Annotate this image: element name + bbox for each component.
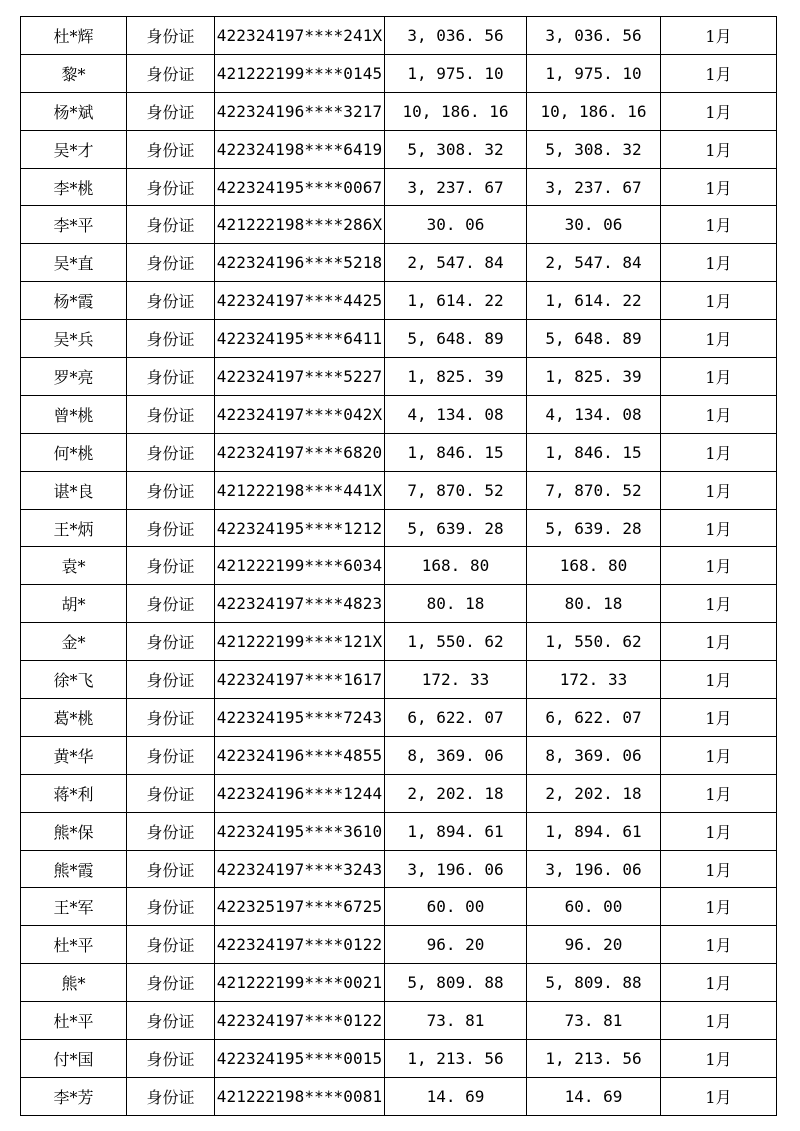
month-cell: 1月 (661, 358, 777, 396)
name-cell: 黎* (21, 54, 127, 92)
amount-cell: 10, 186. 16 (385, 92, 527, 130)
name-cell: 李*芳 (21, 1077, 127, 1115)
name-cell: 熊*霞 (21, 850, 127, 888)
month-cell: 1月 (661, 92, 777, 130)
amount-cell: 1, 825. 39 (385, 358, 527, 396)
table-row (21, 850, 777, 888)
month-cell: 1月 (661, 736, 777, 774)
id-type-cell: 身份证 (127, 1077, 215, 1115)
id-type-cell: 身份证 (127, 168, 215, 206)
amount-cell: 96. 20 (385, 926, 527, 964)
paid-amount-cell: 5, 308. 32 (527, 130, 661, 168)
id-type-cell: 身份证 (127, 130, 215, 168)
table-row (21, 433, 777, 471)
id-number-cell: 422324195****1212 (215, 509, 385, 547)
amount-cell: 6, 622. 07 (385, 699, 527, 737)
paid-amount-cell: 4, 134. 08 (527, 395, 661, 433)
name-cell: 袁* (21, 547, 127, 585)
name-cell: 付*国 (21, 1040, 127, 1078)
records-table (20, 16, 777, 1116)
month-cell: 1月 (661, 850, 777, 888)
id-number-cell: 421222198****286X (215, 206, 385, 244)
month-cell: 1月 (661, 244, 777, 282)
id-type-cell: 身份证 (127, 206, 215, 244)
id-type-cell: 身份证 (127, 661, 215, 699)
table-row (21, 130, 777, 168)
table-row (21, 395, 777, 433)
paid-amount-cell: 5, 648. 89 (527, 320, 661, 358)
table-row (21, 358, 777, 396)
amount-cell: 5, 648. 89 (385, 320, 527, 358)
id-number-cell: 421222199****0021 (215, 964, 385, 1002)
month-cell: 1月 (661, 509, 777, 547)
id-type-cell: 身份证 (127, 964, 215, 1002)
month-cell: 1月 (661, 282, 777, 320)
paid-amount-cell: 3, 036. 56 (527, 17, 661, 55)
table-row (21, 926, 777, 964)
id-number-cell: 422324196****1244 (215, 774, 385, 812)
name-cell: 李*平 (21, 206, 127, 244)
id-number-cell: 422324196****3217 (215, 92, 385, 130)
amount-cell: 1, 614. 22 (385, 282, 527, 320)
month-cell: 1月 (661, 54, 777, 92)
id-type-cell: 身份证 (127, 774, 215, 812)
amount-cell: 2, 202. 18 (385, 774, 527, 812)
id-number-cell: 422324197****6820 (215, 433, 385, 471)
table-row (21, 320, 777, 358)
month-cell: 1月 (661, 1040, 777, 1078)
table-row (21, 282, 777, 320)
month-cell: 1月 (661, 433, 777, 471)
amount-cell: 1, 894. 61 (385, 812, 527, 850)
id-type-cell: 身份证 (127, 282, 215, 320)
paid-amount-cell: 1, 846. 15 (527, 433, 661, 471)
name-cell: 徐*飞 (21, 661, 127, 699)
paid-amount-cell: 8, 369. 06 (527, 736, 661, 774)
id-type-cell: 身份证 (127, 54, 215, 92)
month-cell: 1月 (661, 547, 777, 585)
paid-amount-cell: 60. 00 (527, 888, 661, 926)
paid-amount-cell: 1, 213. 56 (527, 1040, 661, 1078)
name-cell: 熊* (21, 964, 127, 1002)
table-row (21, 585, 777, 623)
month-cell: 1月 (661, 395, 777, 433)
name-cell: 何*桃 (21, 433, 127, 471)
name-cell: 吴*兵 (21, 320, 127, 358)
id-type-cell: 身份证 (127, 585, 215, 623)
name-cell: 胡* (21, 585, 127, 623)
month-cell: 1月 (661, 1002, 777, 1040)
id-type-cell: 身份证 (127, 699, 215, 737)
name-cell: 吴*直 (21, 244, 127, 282)
table-row (21, 509, 777, 547)
table-row (21, 17, 777, 55)
table-row (21, 168, 777, 206)
table-row (21, 1077, 777, 1115)
paid-amount-cell: 10, 186. 16 (527, 92, 661, 130)
paid-amount-cell: 5, 809. 88 (527, 964, 661, 1002)
amount-cell: 1, 975. 10 (385, 54, 527, 92)
id-number-cell: 422324197****5227 (215, 358, 385, 396)
paid-amount-cell: 168. 80 (527, 547, 661, 585)
id-number-cell: 422324198****6419 (215, 130, 385, 168)
paid-amount-cell: 172. 33 (527, 661, 661, 699)
month-cell: 1月 (661, 168, 777, 206)
paid-amount-cell: 30. 06 (527, 206, 661, 244)
name-cell: 谌*良 (21, 471, 127, 509)
paid-amount-cell: 1, 614. 22 (527, 282, 661, 320)
month-cell: 1月 (661, 471, 777, 509)
amount-cell: 8, 369. 06 (385, 736, 527, 774)
id-type-cell: 身份证 (127, 92, 215, 130)
paid-amount-cell: 1, 550. 62 (527, 623, 661, 661)
table-row (21, 1040, 777, 1078)
id-type-cell: 身份证 (127, 850, 215, 888)
table-row (21, 92, 777, 130)
name-cell: 黄*华 (21, 736, 127, 774)
id-number-cell: 421222199****6034 (215, 547, 385, 585)
amount-cell: 30. 06 (385, 206, 527, 244)
id-type-cell: 身份证 (127, 471, 215, 509)
month-cell: 1月 (661, 623, 777, 661)
amount-cell: 1, 213. 56 (385, 1040, 527, 1078)
table-row (21, 661, 777, 699)
id-type-cell: 身份证 (127, 17, 215, 55)
table-row (21, 964, 777, 1002)
id-type-cell: 身份证 (127, 395, 215, 433)
id-type-cell: 身份证 (127, 926, 215, 964)
month-cell: 1月 (661, 699, 777, 737)
paid-amount-cell: 73. 81 (527, 1002, 661, 1040)
id-number-cell: 422324195****6411 (215, 320, 385, 358)
amount-cell: 168. 80 (385, 547, 527, 585)
paid-amount-cell: 1, 975. 10 (527, 54, 661, 92)
paid-amount-cell: 1, 894. 61 (527, 812, 661, 850)
amount-cell: 1, 550. 62 (385, 623, 527, 661)
id-type-cell: 身份证 (127, 509, 215, 547)
month-cell: 1月 (661, 130, 777, 168)
amount-cell: 3, 196. 06 (385, 850, 527, 888)
paid-amount-cell: 1, 825. 39 (527, 358, 661, 396)
table-row (21, 774, 777, 812)
name-cell: 熊*保 (21, 812, 127, 850)
month-cell: 1月 (661, 926, 777, 964)
id-number-cell: 421222198****441X (215, 471, 385, 509)
name-cell: 葛*桃 (21, 699, 127, 737)
table-row (21, 54, 777, 92)
paid-amount-cell: 14. 69 (527, 1077, 661, 1115)
month-cell: 1月 (661, 661, 777, 699)
table-row (21, 471, 777, 509)
records-table-body (21, 17, 777, 1116)
paid-amount-cell: 2, 202. 18 (527, 774, 661, 812)
id-number-cell: 422324195****0015 (215, 1040, 385, 1078)
name-cell: 金* (21, 623, 127, 661)
paid-amount-cell: 80. 18 (527, 585, 661, 623)
name-cell: 杜*平 (21, 1002, 127, 1040)
amount-cell: 14. 69 (385, 1077, 527, 1115)
id-type-cell: 身份证 (127, 358, 215, 396)
table-row (21, 623, 777, 661)
id-number-cell: 421222199****0145 (215, 54, 385, 92)
table-row (21, 206, 777, 244)
amount-cell: 5, 809. 88 (385, 964, 527, 1002)
name-cell: 杜*辉 (21, 17, 127, 55)
table-row (21, 1002, 777, 1040)
id-number-cell: 421222199****121X (215, 623, 385, 661)
name-cell: 王*军 (21, 888, 127, 926)
id-type-cell: 身份证 (127, 320, 215, 358)
month-cell: 1月 (661, 206, 777, 244)
paid-amount-cell: 5, 639. 28 (527, 509, 661, 547)
amount-cell: 3, 237. 67 (385, 168, 527, 206)
id-type-cell: 身份证 (127, 1002, 215, 1040)
month-cell: 1月 (661, 812, 777, 850)
id-number-cell: 422324195****0067 (215, 168, 385, 206)
id-number-cell: 422324196****5218 (215, 244, 385, 282)
amount-cell: 172. 33 (385, 661, 527, 699)
month-cell: 1月 (661, 320, 777, 358)
id-number-cell: 422324197****3243 (215, 850, 385, 888)
name-cell: 曾*桃 (21, 395, 127, 433)
paid-amount-cell: 96. 20 (527, 926, 661, 964)
id-number-cell: 422324196****4855 (215, 736, 385, 774)
table-row (21, 244, 777, 282)
id-type-cell: 身份证 (127, 433, 215, 471)
table-row (21, 699, 777, 737)
id-number-cell: 422324197****4425 (215, 282, 385, 320)
table-row (21, 736, 777, 774)
id-type-cell: 身份证 (127, 244, 215, 282)
id-type-cell: 身份证 (127, 888, 215, 926)
id-type-cell: 身份证 (127, 736, 215, 774)
amount-cell: 80. 18 (385, 585, 527, 623)
amount-cell: 1, 846. 15 (385, 433, 527, 471)
amount-cell: 60. 00 (385, 888, 527, 926)
amount-cell: 4, 134. 08 (385, 395, 527, 433)
table-row (21, 888, 777, 926)
id-number-cell: 422324197****042X (215, 395, 385, 433)
id-type-cell: 身份证 (127, 1040, 215, 1078)
amount-cell: 2, 547. 84 (385, 244, 527, 282)
id-type-cell: 身份证 (127, 547, 215, 585)
month-cell: 1月 (661, 1077, 777, 1115)
paid-amount-cell: 3, 237. 67 (527, 168, 661, 206)
id-number-cell: 422324195****3610 (215, 812, 385, 850)
paid-amount-cell: 2, 547. 84 (527, 244, 661, 282)
amount-cell: 7, 870. 52 (385, 471, 527, 509)
paid-amount-cell: 3, 196. 06 (527, 850, 661, 888)
id-type-cell: 身份证 (127, 812, 215, 850)
paid-amount-cell: 7, 870. 52 (527, 471, 661, 509)
name-cell: 杨*斌 (21, 92, 127, 130)
paid-amount-cell: 6, 622. 07 (527, 699, 661, 737)
amount-cell: 3, 036. 56 (385, 17, 527, 55)
month-cell: 1月 (661, 964, 777, 1002)
name-cell: 蒋*利 (21, 774, 127, 812)
amount-cell: 73. 81 (385, 1002, 527, 1040)
amount-cell: 5, 308. 32 (385, 130, 527, 168)
id-number-cell: 422324197****0122 (215, 926, 385, 964)
id-number-cell: 422324197****1617 (215, 661, 385, 699)
id-number-cell: 422324195****7243 (215, 699, 385, 737)
table-row (21, 812, 777, 850)
table-row (21, 547, 777, 585)
id-number-cell: 422325197****6725 (215, 888, 385, 926)
id-number-cell: 422324197****0122 (215, 1002, 385, 1040)
name-cell: 王*炳 (21, 509, 127, 547)
month-cell: 1月 (661, 17, 777, 55)
month-cell: 1月 (661, 774, 777, 812)
id-number-cell: 422324197****241X (215, 17, 385, 55)
id-number-cell: 422324197****4823 (215, 585, 385, 623)
name-cell: 杜*平 (21, 926, 127, 964)
name-cell: 杨*霞 (21, 282, 127, 320)
name-cell: 李*桃 (21, 168, 127, 206)
name-cell: 吴*才 (21, 130, 127, 168)
month-cell: 1月 (661, 888, 777, 926)
id-number-cell: 421222198****0081 (215, 1077, 385, 1115)
amount-cell: 5, 639. 28 (385, 509, 527, 547)
month-cell: 1月 (661, 585, 777, 623)
id-type-cell: 身份证 (127, 623, 215, 661)
name-cell: 罗*亮 (21, 358, 127, 396)
